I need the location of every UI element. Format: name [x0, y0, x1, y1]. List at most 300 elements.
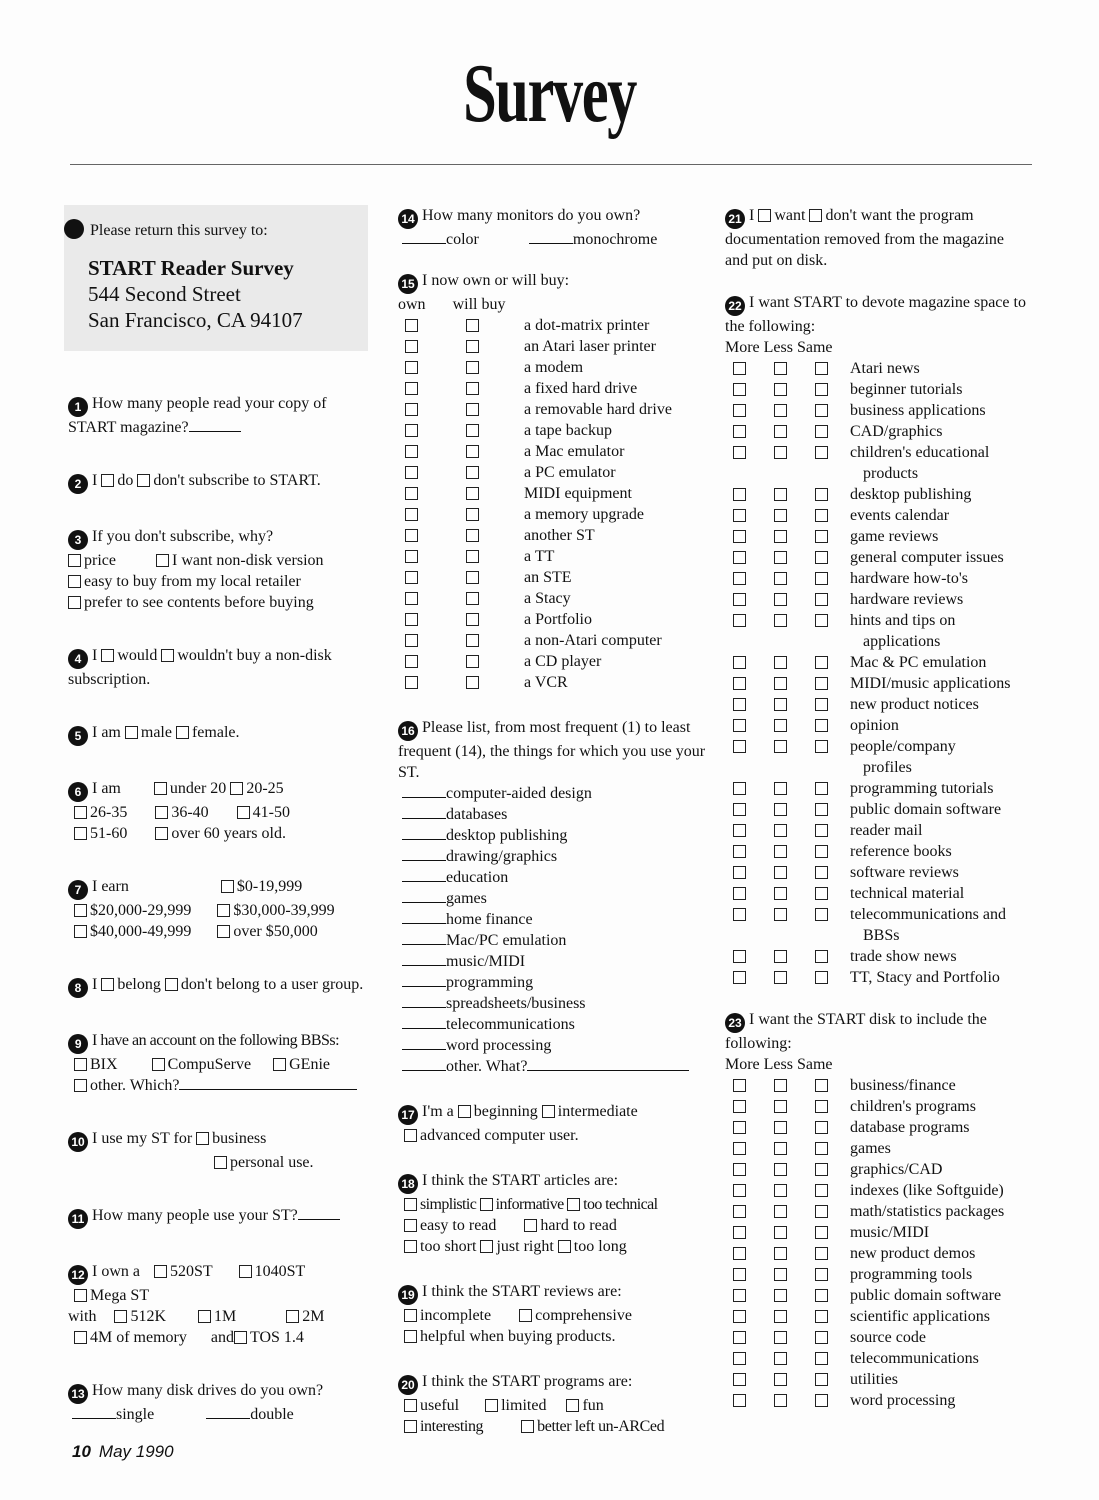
q15-will-buy-checkbox[interactable] [466, 424, 479, 437]
q23-more-checkbox[interactable] [733, 1079, 746, 1092]
q23-more-checkbox[interactable] [733, 1289, 746, 1302]
q4-wouldnt-checkbox[interactable] [161, 649, 174, 662]
q16-item-label: education [446, 869, 509, 886]
q1-number: 1 [68, 397, 88, 417]
q18-opt-7: too long [573, 1238, 627, 1255]
q7-checkbox-2[interactable] [217, 904, 230, 917]
q7-opt-0: $0-19,999 [236, 878, 303, 895]
q12-1m-checkbox[interactable] [198, 1310, 211, 1323]
q16-rank-field[interactable] [402, 902, 446, 903]
q22-less-checkbox[interactable] [774, 908, 787, 921]
q13-double-field[interactable] [206, 1418, 250, 1419]
q15-will-buy-checkbox[interactable] [466, 613, 479, 626]
q15-own-checkbox[interactable] [405, 676, 418, 689]
q15-will-buy-checkbox[interactable] [466, 340, 479, 353]
q15-row [398, 546, 706, 567]
column-3 [725, 205, 1030, 1435]
q8-belong-checkbox[interactable] [101, 978, 114, 991]
q7-checkbox-4[interactable] [217, 925, 230, 938]
q4-pre: I [92, 647, 98, 664]
q22-less-checkbox[interactable] [774, 509, 787, 522]
q22-same-checkbox[interactable] [815, 719, 828, 732]
q22-same-checkbox[interactable] [815, 383, 828, 396]
q15-own-checkbox[interactable] [405, 571, 418, 584]
q6-checkbox-5[interactable] [74, 827, 87, 840]
q3-checkbox-2[interactable] [68, 575, 81, 588]
q22-more-checkbox[interactable] [733, 656, 746, 669]
q22-same-checkbox[interactable] [815, 782, 828, 795]
q15-will-buy-checkbox[interactable] [466, 403, 479, 416]
q22-same-checkbox[interactable] [815, 824, 828, 837]
q15-will-buy-checkbox[interactable] [466, 508, 479, 521]
q22-more-checkbox[interactable] [733, 446, 746, 459]
q23-less-checkbox[interactable] [774, 1394, 787, 1407]
q18-checkbox-0[interactable] [404, 1198, 417, 1211]
q18-checkbox-7[interactable] [558, 1240, 571, 1253]
q16-rank-field[interactable] [402, 944, 446, 945]
q11-answer-field[interactable] [298, 1219, 340, 1220]
q2-do-checkbox[interactable] [101, 474, 114, 487]
q16-rank-field[interactable] [402, 881, 446, 882]
q12-520st-checkbox[interactable] [154, 1265, 167, 1278]
q23-less-checkbox[interactable] [774, 1079, 787, 1092]
q15-will-buy-checkbox[interactable] [466, 361, 479, 374]
q12-2m-checkbox[interactable] [286, 1310, 299, 1323]
q22-less-checkbox[interactable] [774, 572, 787, 585]
q23-more-checkbox[interactable] [733, 1394, 746, 1407]
q7-checkbox-3[interactable] [74, 925, 87, 938]
q17-checkbox-0[interactable] [458, 1105, 471, 1118]
q23-same-checkbox[interactable] [815, 1268, 828, 1281]
q22-same-checkbox[interactable] [815, 593, 828, 606]
q22-less-checkbox[interactable] [774, 677, 787, 690]
q3-checkbox-1[interactable] [156, 554, 169, 567]
q20-checkbox-3[interactable] [404, 1420, 417, 1433]
q23-more-checkbox[interactable] [733, 1226, 746, 1239]
q15-own-checkbox[interactable] [405, 424, 418, 437]
q16-other-field[interactable] [527, 1070, 689, 1071]
q22-less-checkbox[interactable] [774, 845, 787, 858]
q22-same-checkbox[interactable] [815, 698, 828, 711]
q22-item-label: trade show news [850, 948, 957, 965]
q20-checkbox-2[interactable] [566, 1399, 579, 1412]
q15-item-label: a CD player [524, 653, 602, 670]
q15-own-checkbox[interactable] [405, 634, 418, 647]
question-10 [68, 1128, 368, 1173]
q22-item-label: Atari news [850, 360, 920, 377]
q22-less-checkbox[interactable] [774, 803, 787, 816]
question-9 [68, 1030, 368, 1096]
q8-dont-belong-checkbox[interactable] [165, 978, 178, 991]
q18-checkbox-3[interactable] [404, 1219, 417, 1232]
q15-own-checkbox[interactable] [405, 508, 418, 521]
q15-own-checkbox[interactable] [405, 592, 418, 605]
q16-item-label: games [446, 890, 487, 907]
q23-item-label: programming tools [850, 1266, 973, 1283]
q11-number: 11 [68, 1209, 88, 1229]
q6-checkbox-3[interactable] [155, 806, 168, 819]
q15-own-checkbox[interactable] [405, 445, 418, 458]
q22-less-checkbox[interactable] [774, 446, 787, 459]
q22-more-checkbox[interactable] [733, 908, 746, 921]
q22-less-checkbox[interactable] [774, 971, 787, 984]
q22-same-checkbox[interactable] [815, 845, 828, 858]
q17-checkbox-1[interactable] [542, 1105, 555, 1118]
q23-same-checkbox[interactable] [815, 1205, 828, 1218]
q16-rank-field[interactable] [402, 818, 446, 819]
q23-more-checkbox[interactable] [733, 1373, 746, 1386]
q22-less-checkbox[interactable] [774, 383, 787, 396]
q22-same-checkbox[interactable] [815, 530, 828, 543]
q22-less-checkbox[interactable] [774, 824, 787, 837]
q22-more-checkbox[interactable] [733, 698, 746, 711]
q23-more-checkbox[interactable] [733, 1310, 746, 1323]
q23-less-checkbox[interactable] [774, 1310, 787, 1323]
q20-checkbox-4[interactable] [521, 1420, 534, 1433]
q22-same-checkbox[interactable] [815, 446, 828, 459]
q23-less-checkbox[interactable] [774, 1142, 787, 1155]
q22-more-checkbox[interactable] [733, 719, 746, 732]
q12-megast-checkbox[interactable] [74, 1289, 87, 1302]
q22-more-checkbox[interactable] [733, 383, 746, 396]
q2-dont-checkbox[interactable] [137, 474, 150, 487]
q22-less-checkbox[interactable] [774, 887, 787, 900]
q22-more-checkbox[interactable] [733, 362, 746, 375]
q15-will-buy-checkbox[interactable] [466, 655, 479, 668]
q5-female-checkbox[interactable] [176, 726, 189, 739]
q18-checkbox-1[interactable] [480, 1198, 493, 1211]
q10-pre: I use my ST for [92, 1130, 193, 1147]
q22-less-checkbox[interactable] [774, 719, 787, 732]
q23-same-checkbox[interactable] [815, 1310, 828, 1323]
q18-number: 18 [398, 1174, 418, 1194]
q3-checkbox-3[interactable] [68, 596, 81, 609]
q19-text: I think the START reviews are: [422, 1283, 622, 1300]
question-20 [398, 1371, 706, 1437]
q15-will-buy-checkbox[interactable] [466, 382, 479, 395]
q22-less-checkbox[interactable] [774, 698, 787, 711]
q17-opt-2: advanced computer user. [420, 1127, 579, 1144]
q14-color-field[interactable] [402, 243, 446, 244]
q22-more-checkbox[interactable] [733, 614, 746, 627]
q23-row [725, 1327, 1030, 1348]
q23-same-checkbox[interactable] [815, 1121, 828, 1134]
q22-more-checkbox[interactable] [733, 530, 746, 543]
q15-own-checkbox[interactable] [405, 613, 418, 626]
q16-rank-field[interactable] [402, 1028, 446, 1029]
q16-rank-field[interactable] [402, 860, 446, 861]
q16-rank-field[interactable] [402, 839, 446, 840]
q22-less-checkbox[interactable] [774, 950, 787, 963]
q23-item-label: scientific applications [850, 1308, 990, 1325]
q22-same-checkbox[interactable] [815, 551, 828, 564]
q22-row [725, 526, 1030, 547]
q13-single-field[interactable] [72, 1418, 116, 1419]
q15-own-checkbox[interactable] [405, 487, 418, 500]
q22-less-checkbox[interactable] [774, 488, 787, 501]
q15-own-checkbox[interactable] [405, 382, 418, 395]
q22-same-checkbox[interactable] [815, 908, 828, 921]
q19-checkbox-1[interactable] [519, 1309, 532, 1322]
q9-opt-0: BIX [90, 1056, 118, 1073]
q22-more-checkbox[interactable] [733, 488, 746, 501]
q22-same-checkbox[interactable] [815, 740, 828, 753]
q14-mono-field[interactable] [529, 243, 573, 244]
q23-less-checkbox[interactable] [774, 1100, 787, 1113]
q16-rank-field[interactable] [402, 1070, 446, 1071]
q22-more-checkbox[interactable] [733, 509, 746, 522]
q7-checkbox-1[interactable] [74, 904, 87, 917]
q22-same-checkbox[interactable] [815, 656, 828, 669]
q9-checkbox-2[interactable] [273, 1058, 286, 1071]
q23-more-checkbox[interactable] [733, 1121, 746, 1134]
q22-same-checkbox[interactable] [815, 866, 828, 879]
q22-item-label: reference books [850, 843, 952, 860]
q7-checkbox-0[interactable] [221, 880, 234, 893]
q22-less-checkbox[interactable] [774, 530, 787, 543]
return-label: Please return this survey to: [90, 222, 268, 239]
q6-checkbox-2[interactable] [74, 806, 87, 819]
q16-row [398, 888, 706, 909]
q23-same-checkbox[interactable] [815, 1352, 828, 1365]
q23-less-checkbox[interactable] [774, 1121, 787, 1134]
q19-checkbox-2[interactable] [404, 1330, 417, 1343]
q22-row [725, 799, 1030, 820]
q15-will-buy-checkbox[interactable] [466, 487, 479, 500]
q23-item-label: games [850, 1140, 891, 1157]
q10-personal-checkbox[interactable] [214, 1156, 227, 1169]
q23-less-checkbox[interactable] [774, 1205, 787, 1218]
q23-less-checkbox[interactable] [774, 1289, 787, 1302]
question-4 [68, 645, 368, 690]
q15-will-buy-checkbox[interactable] [466, 676, 479, 689]
q23-same-checkbox[interactable] [815, 1247, 828, 1260]
q23-more-checkbox[interactable] [733, 1100, 746, 1113]
q1-text: How many people read your copy of START magazine? [68, 395, 327, 436]
q22-less-checkbox[interactable] [774, 740, 787, 753]
q22-same-checkbox[interactable] [815, 404, 828, 417]
q23-less-checkbox[interactable] [774, 1184, 787, 1197]
q9-checkbox-1[interactable] [152, 1058, 165, 1071]
q12-tos: TOS 1.4 [249, 1329, 304, 1346]
q15-own-checkbox[interactable] [405, 529, 418, 542]
q6-checkbox-1[interactable] [230, 782, 243, 795]
q3-opt-1: I want non-disk version [171, 552, 324, 569]
q15-will-buy-checkbox[interactable] [466, 571, 479, 584]
q23-less-checkbox[interactable] [774, 1247, 787, 1260]
q22-same-checkbox[interactable] [815, 362, 828, 375]
q12-and: and [210, 1329, 234, 1346]
q7-opt-3: $40,000-49,999 [90, 923, 192, 940]
q16-rank-field[interactable] [402, 923, 446, 924]
q15-will-buy-checkbox[interactable] [466, 550, 479, 563]
q12-tos-checkbox[interactable] [234, 1331, 247, 1344]
q16-rank-field[interactable] [402, 797, 446, 798]
q22-more-checkbox[interactable] [733, 677, 746, 690]
q15-item-label: a TT [524, 548, 555, 565]
q16-rank-field[interactable] [402, 986, 446, 987]
q15-will-buy-checkbox[interactable] [466, 319, 479, 332]
q22-less-checkbox[interactable] [774, 425, 787, 438]
q22-item-label: new product notices [850, 696, 979, 713]
q22-same-checkbox[interactable] [815, 950, 828, 963]
q12-1040st-checkbox[interactable] [239, 1265, 252, 1278]
q23-same-checkbox[interactable] [815, 1394, 828, 1407]
q22-more-checkbox[interactable] [733, 971, 746, 984]
q22-less-checkbox[interactable] [774, 593, 787, 606]
q6-checkbox-4[interactable] [237, 806, 250, 819]
q23-same-checkbox[interactable] [815, 1331, 828, 1344]
q22-same-checkbox[interactable] [815, 572, 828, 585]
q22-same-checkbox[interactable] [815, 614, 828, 627]
q9-other-field[interactable] [179, 1089, 357, 1090]
q22-less-checkbox[interactable] [774, 362, 787, 375]
q15-will-buy-checkbox[interactable] [466, 445, 479, 458]
q22-less-checkbox[interactable] [774, 614, 787, 627]
question-6 [68, 778, 368, 844]
q18-checkbox-2[interactable] [567, 1198, 580, 1211]
q23-row [725, 1096, 1030, 1117]
q22-item-label: hardware reviews [850, 591, 964, 608]
q22-more-checkbox[interactable] [733, 845, 746, 858]
q22-same-checkbox[interactable] [815, 971, 828, 984]
q23-more-checkbox[interactable] [733, 1163, 746, 1176]
q9-checkbox-0[interactable] [74, 1058, 87, 1071]
q22-more-checkbox[interactable] [733, 782, 746, 795]
q18-checkbox-4[interactable] [524, 1219, 537, 1232]
q9-checkbox-3[interactable] [74, 1079, 87, 1092]
q3-checkbox-0[interactable] [68, 554, 81, 567]
q21-opt2: don't want the program [825, 207, 974, 224]
q15-text: I now own or will buy: [422, 272, 570, 289]
q15-will-buy-checkbox[interactable] [466, 592, 479, 605]
q23-same-checkbox[interactable] [815, 1226, 828, 1239]
q8-opt1: belong [117, 976, 161, 993]
q23-same-checkbox[interactable] [815, 1100, 828, 1113]
q22-more-checkbox[interactable] [733, 572, 746, 585]
q22-less-checkbox[interactable] [774, 656, 787, 669]
q15-own-checkbox[interactable] [405, 319, 418, 332]
q22-less-checkbox[interactable] [774, 866, 787, 879]
q22-row [725, 652, 1030, 673]
q22-more-checkbox[interactable] [733, 425, 746, 438]
q15-will-buy-checkbox[interactable] [466, 634, 479, 647]
q16-row [398, 1014, 706, 1035]
q23-more-checkbox[interactable] [733, 1184, 746, 1197]
q22-more-checkbox[interactable] [733, 887, 746, 900]
q1-answer-field[interactable] [189, 431, 241, 432]
q23-less-checkbox[interactable] [774, 1352, 787, 1365]
q23-same-checkbox[interactable] [815, 1184, 828, 1197]
q22-row [725, 484, 1030, 505]
q22-same-checkbox[interactable] [815, 425, 828, 438]
q23-less-checkbox[interactable] [774, 1268, 787, 1281]
q15-row [398, 315, 706, 336]
q12-4m-checkbox[interactable] [74, 1331, 87, 1344]
q22-more-checkbox[interactable] [733, 803, 746, 816]
q23-item-label: business/finance [850, 1077, 956, 1094]
q23-same-checkbox[interactable] [815, 1289, 828, 1302]
q15-own-checkbox[interactable] [405, 340, 418, 353]
q22-same-checkbox[interactable] [815, 887, 828, 900]
q15-own-checkbox[interactable] [405, 361, 418, 374]
q15-own-checkbox[interactable] [405, 403, 418, 416]
q20-checkbox-1[interactable] [485, 1399, 498, 1412]
q21-dont-want-checkbox[interactable] [809, 209, 822, 222]
q19-checkbox-0[interactable] [404, 1309, 417, 1322]
q22-more-checkbox[interactable] [733, 404, 746, 417]
q20-checkbox-0[interactable] [404, 1399, 417, 1412]
q22-less-checkbox[interactable] [774, 404, 787, 417]
q22-more-checkbox[interactable] [733, 740, 746, 753]
q21-rest: documentation removed from the magazine and put on disk. [725, 231, 1005, 269]
q18-checkbox-5[interactable] [404, 1240, 417, 1253]
q23-more-checkbox[interactable] [733, 1142, 746, 1155]
q2-pre: I [92, 472, 98, 489]
q22-less-checkbox[interactable] [774, 551, 787, 564]
q15-own-checkbox[interactable] [405, 655, 418, 668]
q23-more-checkbox[interactable] [733, 1268, 746, 1281]
q23-less-checkbox[interactable] [774, 1373, 787, 1386]
q19-opt-1: comprehensive [535, 1307, 632, 1324]
q6-checkbox-0[interactable] [154, 782, 167, 795]
q10-business-checkbox[interactable] [196, 1132, 209, 1145]
q4-would-checkbox[interactable] [101, 649, 114, 662]
q15-own-checkbox[interactable] [405, 550, 418, 563]
q23-item-label: new product demos [850, 1245, 976, 1262]
q22-same-checkbox[interactable] [815, 803, 828, 816]
q22-more-checkbox[interactable] [733, 824, 746, 837]
q23-more-checkbox[interactable] [733, 1331, 746, 1344]
question-2 [68, 470, 368, 494]
q8-opt2: don't belong to a user group. [180, 976, 364, 993]
q15-own-checkbox[interactable] [405, 466, 418, 479]
q23-less-checkbox[interactable] [774, 1226, 787, 1239]
q3-number: 3 [68, 530, 88, 550]
q5-male-checkbox[interactable] [125, 726, 138, 739]
q22-item-label: reader mail [850, 822, 923, 839]
q22-more-checkbox[interactable] [733, 551, 746, 564]
q22-less-checkbox[interactable] [774, 782, 787, 795]
q16-rank-field[interactable] [402, 965, 446, 966]
q23-same-checkbox[interactable] [815, 1163, 828, 1176]
q22-more-checkbox[interactable] [733, 866, 746, 879]
q15-will-buy-checkbox[interactable] [466, 529, 479, 542]
q23-same-checkbox[interactable] [815, 1142, 828, 1155]
q23-more-checkbox[interactable] [733, 1352, 746, 1365]
q16-rank-field[interactable] [402, 1049, 446, 1050]
q15-will-buy-checkbox[interactable] [466, 466, 479, 479]
q16-rank-field[interactable] [402, 1007, 446, 1008]
q12-512k-checkbox[interactable] [114, 1310, 127, 1323]
q22-same-checkbox[interactable] [815, 677, 828, 690]
q23-less-checkbox[interactable] [774, 1331, 787, 1344]
q22-more-checkbox[interactable] [733, 950, 746, 963]
q23-same-checkbox[interactable] [815, 1373, 828, 1386]
q22-same-checkbox[interactable] [815, 509, 828, 522]
q23-more-checkbox[interactable] [733, 1205, 746, 1218]
q23-more-checkbox[interactable] [733, 1247, 746, 1260]
q21-want-checkbox[interactable] [758, 209, 771, 222]
q3-opt-2: easy to buy from my local retailer [84, 573, 301, 590]
q22-more-checkbox[interactable] [733, 593, 746, 606]
q22-same-checkbox[interactable] [815, 488, 828, 501]
q18-checkbox-6[interactable] [480, 1240, 493, 1253]
q23-same-checkbox[interactable] [815, 1079, 828, 1092]
q6-checkbox-6[interactable] [155, 827, 168, 840]
q23-less-checkbox[interactable] [774, 1163, 787, 1176]
q17-checkbox-2[interactable] [404, 1129, 417, 1142]
